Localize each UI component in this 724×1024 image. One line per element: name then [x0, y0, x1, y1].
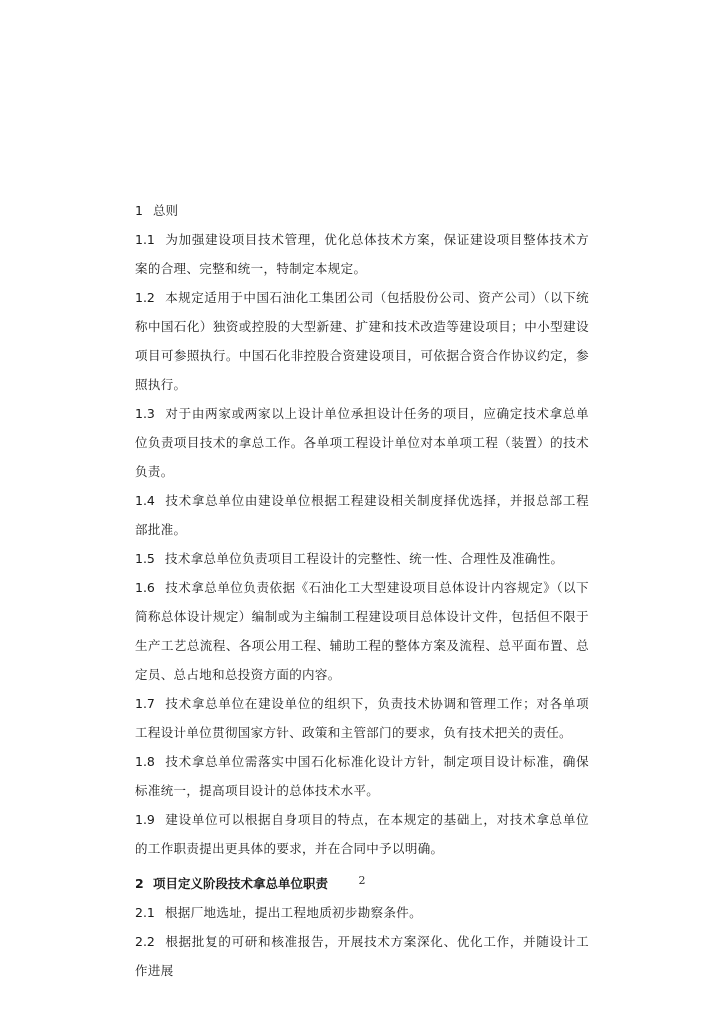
clause-text: 技术拿总单位在建设单位的组织下，负责技术协调和管理工作；对各单项工程设计单位贯彻国家方针、政策和主管部门的要求，负有技术把关的责任。 — [135, 696, 589, 740]
clause-number: 1.7 — [135, 696, 155, 711]
clause-text: 本规定适用于中国石油化工集团公司（包括股份公司、资产公司）（以下统称中国石化）独资或控股的大型新建、扩建和技术改造等建设项目；中小型建设项目可参照执行。中国石化非控股合资建设项目，可依据合资合作协议约定，参照执行。 — [135, 290, 589, 392]
clause-number: 1.4 — [135, 493, 155, 508]
clause-text: 技术拿总单位需落实中国石化标准化设计方针，制定项目设计标准，确保标准统一，提高项目设计的总体技术水平。 — [135, 754, 589, 798]
document-body — [135, 196, 589, 985]
clause-text: 技术拿总单位负责项目工程设计的完整性、统一性、合理性及准确性。 — [165, 551, 564, 566]
clause-number: 1.9 — [135, 812, 155, 827]
page-number: 2 — [358, 874, 366, 887]
clause-number: 1.1 — [135, 232, 155, 247]
clause-number: 1.8 — [135, 754, 155, 769]
section-1-heading — [135, 196, 589, 225]
clause-number: 1.5 — [135, 551, 155, 566]
clause-text: 根据厂地选址，提出工程地质初步勘察条件。 — [165, 905, 423, 920]
section-title: 项目定义阶段技术拿总单位职责 — [153, 876, 329, 891]
clause-2-1 — [135, 898, 589, 927]
section-number: 2 — [135, 876, 144, 891]
clause-text: 技术拿总单位负责依据《石油化工大型建设项目总体设计内容规定》（以下简称总体设计规定）编制或为主编制工程建设项目总体设计文件，包括但不限于生产工艺总流程、各项公用工程、辅助工程的整体方案及流程、总平面布置、总定员、总占地和总投资方面的内容。 — [135, 580, 589, 682]
clause-1-2 — [135, 283, 589, 399]
clause-1-1 — [135, 225, 589, 283]
clause-text: 技术拿总单位由建设单位根据工程建设相关制度择优选择，并报总部工程部批准。 — [135, 493, 589, 537]
clause-text: 根据批复的可研和核准报告，开展技术方案深化、优化工作，并随设计工作进展 — [135, 934, 589, 978]
clause-1-5 — [135, 544, 589, 573]
section-number: 1 — [135, 203, 143, 218]
clause-text: 建设单位可以根据自身项目的特点，在本规定的基础上，对技术拿总单位的工作职责提出更具体的要求，并在合同中予以明确。 — [135, 812, 589, 856]
clause-text: 为加强建设项目技术管理，优化总体技术方案，保证建设项目整体技术方案的合理、完整和统一，特制定本规定。 — [135, 232, 589, 276]
clause-number: 2.1 — [135, 905, 155, 920]
clause-1-6 — [135, 573, 589, 689]
clause-text: 对于由两家或两家以上设计单位承担设计任务的项目，应确定技术拿总单位负责项目技术的拿总工作。各单项工程设计单位对本单项工程（装置）的技术负责。 — [135, 406, 589, 479]
clause-number: 2.2 — [135, 934, 155, 949]
clause-1-9 — [135, 805, 589, 863]
clause-number: 1.2 — [135, 290, 155, 305]
clause-1-7 — [135, 689, 589, 747]
clause-number: 1.6 — [135, 580, 155, 595]
section-title: 总则 — [153, 203, 179, 218]
clause-1-3 — [135, 399, 589, 486]
clause-2-2 — [135, 927, 589, 985]
clause-1-8 — [135, 747, 589, 805]
clause-number: 1.3 — [135, 406, 155, 421]
clause-1-4 — [135, 486, 589, 544]
